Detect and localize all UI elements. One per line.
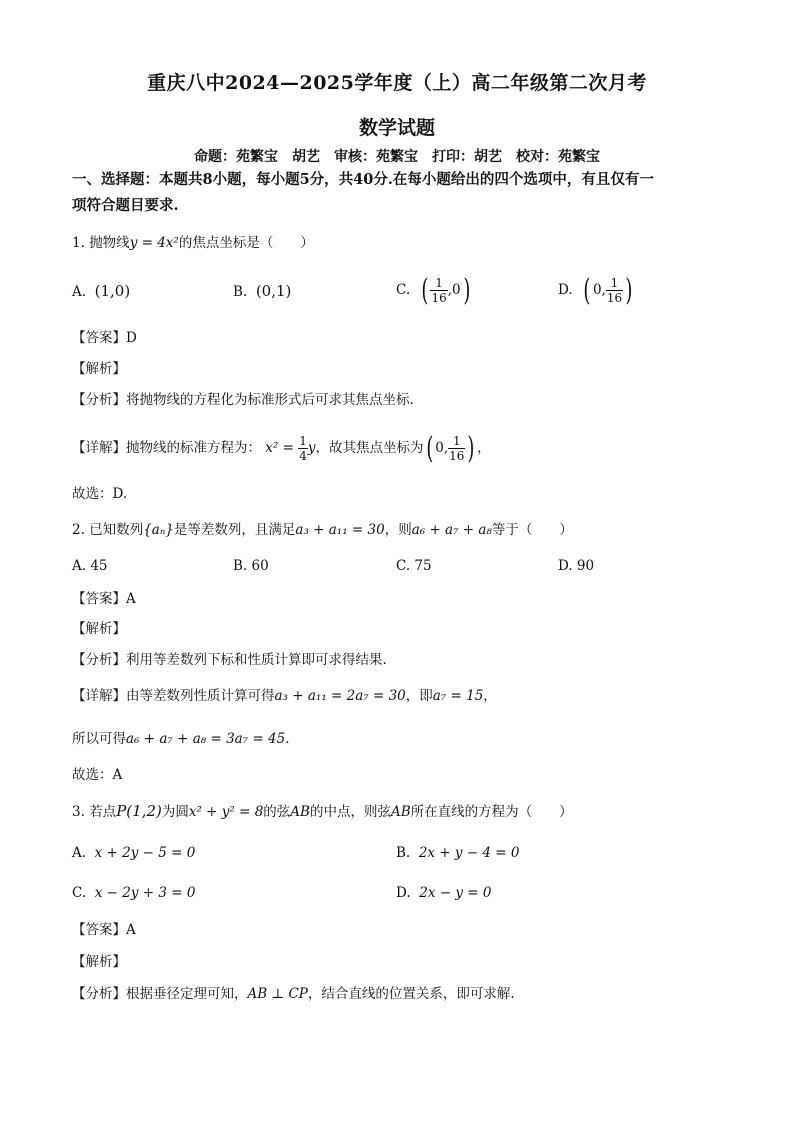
option-b: B. 60 bbox=[233, 558, 269, 574]
option-value: (0,1) bbox=[255, 282, 292, 300]
math-expression: y = 4x² bbox=[129, 235, 179, 251]
option-b: B. 2x + y − 4 = 0 bbox=[396, 845, 520, 861]
xiangjie-line: 【详解】由等差数列性质计算可得a₃ + a₁₁ = 2a₇ = 30，即a₇ = 15， bbox=[72, 688, 497, 704]
question-1 bbox=[72, 233, 314, 253]
option-a: A. (1,0) bbox=[72, 282, 131, 300]
section-heading-line1: 一、选择题：本题共8小题，每小题5分，共40分.在每小题给出的四个选项中，有且仅有一 bbox=[72, 171, 654, 188]
question-2: 2. 已知数列{aₙ}是等差数列，且满足a₃ + a₁₁ = 30，则a₆ + a₇ + a₈等于（ ） bbox=[72, 522, 573, 538]
option-d: D. 2x − y = 0 bbox=[396, 885, 492, 901]
exam-title: 重庆八中2024—2025学年度（上）高二年级第二次月考 bbox=[147, 72, 647, 94]
exam-credits: 命题：苑繁宝 胡艺 审核：苑繁宝 打印：胡艺 校对：苑繁宝 bbox=[194, 149, 600, 165]
question-3: 3. 若点P(1,2)为圆x² + y² = 8的弦AB的中点，则弦AB所在直线的方程为（ ） bbox=[72, 802, 573, 820]
option-value: (1,0) bbox=[94, 282, 131, 300]
option-d: D. ( 0, $\frac{1}{16}$ ) bbox=[558, 272, 633, 308]
question-number: 1. bbox=[72, 235, 85, 251]
conclusion: 故选：A bbox=[72, 767, 123, 783]
question-text: 的焦点坐标是（ ） bbox=[178, 235, 314, 251]
derivation-line: 所以可得a₆ + a₇ + a₈ = 3a₇ = 45. bbox=[72, 731, 290, 747]
fraction: $\frac{1}{4}$ bbox=[299, 434, 307, 463]
option-c: C. 75 bbox=[396, 558, 432, 574]
option-b: B. (0,1) bbox=[233, 282, 292, 300]
fraction: $\frac{1}{16}$ bbox=[606, 276, 623, 305]
xiangjie-line: 【详解】抛物线的标准方程为： x² = $\frac{1}{4}$ y，故其焦点坐标为( 0, $\frac{1}{16}$ ) ， bbox=[72, 430, 491, 466]
answer-line bbox=[72, 589, 136, 609]
answer-value: A bbox=[126, 591, 136, 607]
option-c: C. ( $\frac{1}{16}$ ,0) bbox=[396, 272, 470, 308]
answer-line bbox=[72, 920, 136, 940]
option-c: C. x − 2y + 3 = 0 bbox=[72, 885, 196, 901]
fraction: $\frac{1}{16}$ bbox=[449, 434, 465, 463]
answer-value: D bbox=[126, 330, 137, 346]
analysis-tag: 【解析】 bbox=[72, 361, 126, 377]
option-a: A. 45 bbox=[72, 558, 108, 574]
question-text: 抛物线 bbox=[89, 235, 130, 251]
conclusion: 故选：D. bbox=[72, 486, 128, 502]
fenxi-line: 【分析】将抛物线的方程化为标准形式后可求其焦点坐标. bbox=[72, 392, 414, 408]
exam-subtitle: 数学试题 bbox=[358, 117, 435, 139]
answer-tag: 【答案】 bbox=[72, 330, 126, 346]
analysis-tag: 【解析】 bbox=[72, 621, 126, 637]
fenxi-line: 【分析】利用等差数列下标和性质计算即可求得结果. bbox=[72, 652, 387, 668]
option-d: D. 90 bbox=[558, 558, 595, 574]
question-number: 2. bbox=[72, 522, 85, 538]
answer-value: A bbox=[126, 922, 136, 938]
section-heading-line2: 项符合题目要求. bbox=[72, 197, 179, 214]
answer-tag: 【答案】 bbox=[72, 591, 126, 607]
fraction: $\frac{1}{16}$ bbox=[431, 276, 447, 305]
answer-line bbox=[72, 328, 137, 348]
option-a: A. x + 2y − 5 = 0 bbox=[72, 845, 196, 861]
fenxi-line: 【分析】根据垂径定理可知，AB ⊥ CP，结合直线的位置关系，即可求解. bbox=[72, 986, 515, 1002]
analysis-tag: 【解析】 bbox=[72, 954, 126, 970]
question-number: 3. bbox=[72, 804, 85, 820]
answer-tag: 【答案】 bbox=[72, 922, 126, 938]
